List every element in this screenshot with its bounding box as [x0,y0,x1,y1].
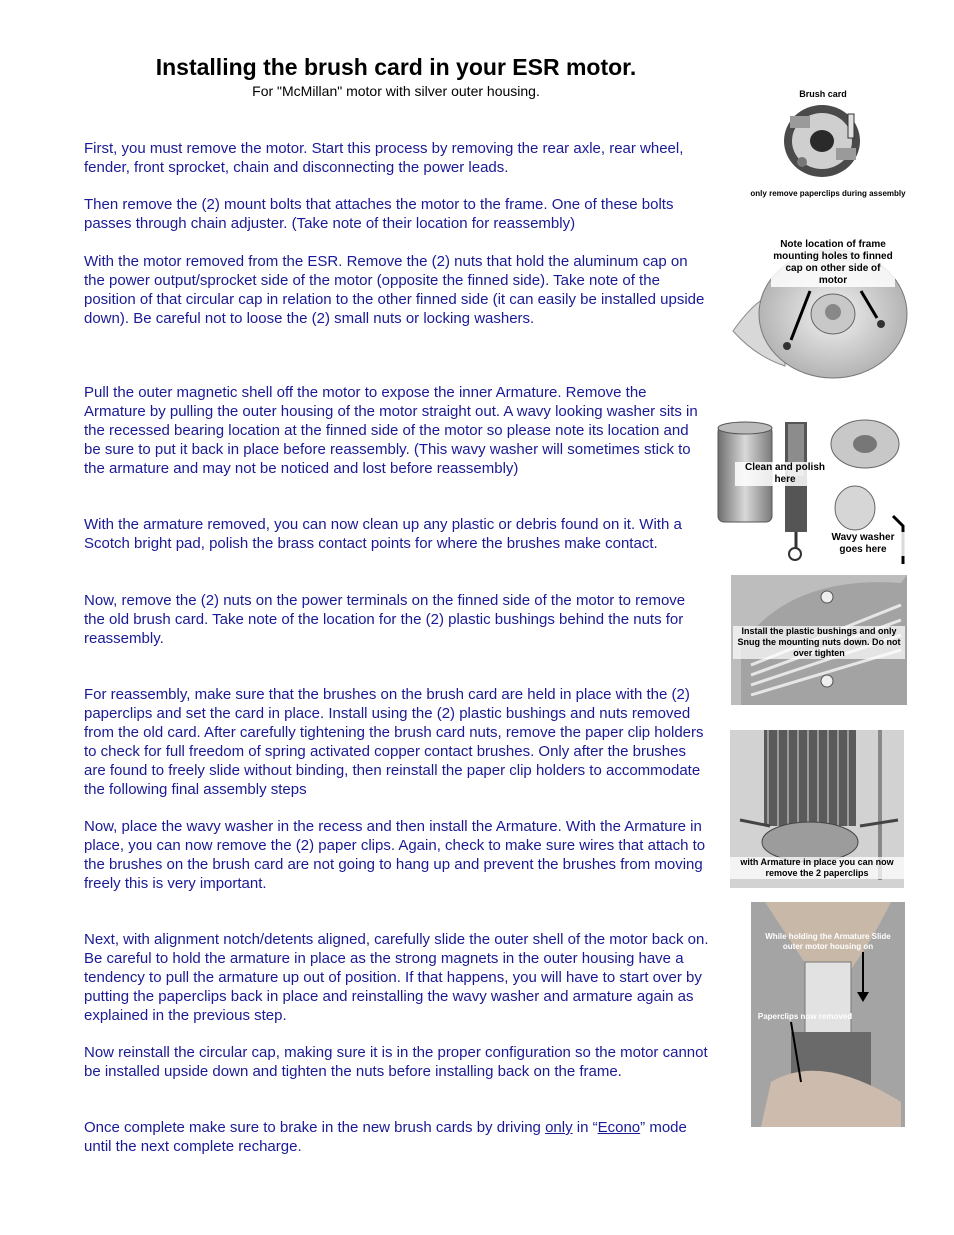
bushings-caption: Install the plastic bushings and only Snug the mounting nuts down. Do not over tighten [733,626,905,659]
brush-card-label: Brush card [799,89,847,99]
brush-card-illustration [738,86,918,202]
armature-washer-label: Wavy washer goes here [821,532,905,556]
final-text-pre: Once complete make sure to brake in the new brush cards by driving [84,1119,546,1136]
paragraph-clean-armature: With the armature removed, you can now clean up any plastic or debris found on it. With a Scotch bright pad, polish the brass contact points for where the brushes make contact. [84,516,682,552]
housing-caption-top: While holding the Armature Slide outer motor housing on [765,932,891,951]
housing-caption-mid: Paperclips now removed [757,1012,853,1021]
paragraph-mount-bolts: Then remove the (2) mount bolts that attaches the motor to the frame. One of these bolts passes through chain adjuster. (Take note of their location for reassembly) [84,196,674,232]
page-title: Installing the brush card in your ESR motor. [155,54,637,80]
paragraph-reinstall-cap: Now reinstall the circular cap, making sure it is in the proper configuration so the motor cannot be installed upside down and tighten the nuts before installing back on the frame. [84,1044,708,1080]
paragraph-outer-shell: Pull the outer magnetic shell off the motor to expose the inner Armature. Remove the Armature by pulling the outer housing of the motor straight out. A wavy looking washer sits in the recessed bearing location at the finned side of the motor so please note its location and be sure to put it back in place before reassembly. (This wavy washer will sometimes stick to the armature and may not be noticed and lost before reassembly) [84,384,698,477]
paragraph-reassembly: For reassembly, make sure that the brushes on the brush card are held in place with the (2) paperclips and set the card in place. Install using the (2) plastic bushings and nuts removed from the old card. After carefully tightening the brush card nuts, remove the paper clip holders to check for full freedom of spring activated copper contact brushes. Only after the brushes are found to freely slide without binding, then reinstall the paper clip holders to accommodate the following final assembly steps [84,686,704,798]
final-text-mid: in “ [572,1119,598,1136]
figure-cap [725,236,911,382]
paragraph-install-armature: Now, place the wavy washer in the recess and then install the Armature. With the Armature in place, you can now remove the (2) paper clips. Again, check to make sure wires that attach to the brushes on the brush card are not going to hang up and prevent the brushes from moving freely this is very important. [84,818,706,892]
paragraph-final [84,1118,709,1156]
figure-housing [751,902,905,1127]
final-text-post: ” mode until the next complete recharge. [84,1119,687,1155]
paragraph-remove-cap: With the motor removed from the ESR. Remove the (2) nuts that hold the aluminum cap on the power output/sprocket side of the motor (opposite the finned side). Take note of the position of that circular cap in relation to the other finned side (it can easily be installed upside down). Be careful not to loose the (2) small nuts or locking washers. [84,253,705,327]
paragraph-remove-motor: First, you must remove the motor. Start this process by removing the rear axle, rear wheel, fender, front sprocket, chain and disconnecting the power leads. [84,140,684,176]
figure-armature [715,416,911,566]
paragraph-outer-shell-on: Next, with alignment notch/detents aligned, carefully slide the outer shell of the motor back on. Be careful to hold the armature in place as the strong magnets in the outer housing have a tendency to pull the armature up out of position. If that happens, you will have to start over by putting the paperclips back in place and reinstalling the wavy washer and armature again as explained in the previous step. [84,931,709,1024]
figure-bushings [731,575,907,705]
page-subtitle: For "McMillan" motor with silver outer housing. [252,83,540,99]
paragraph-remove-brush-card: Now, remove the (2) nuts on the power terminals on the finned side of the motor to remove the old brush card. Take note of the location for the (2) plastic bushings behind the nuts for reassembly. [84,592,686,647]
final-only-underlined: only [545,1119,573,1136]
figure-paperclips [730,730,904,888]
figure-brush-card [738,86,918,202]
final-econo-underlined: Econo [597,1119,641,1136]
paperclips-caption: with Armature in place you can now remove the 2 paperclips [730,857,904,879]
cap-caption: Note location of frame mounting holes to finned cap on other side of motor [771,239,895,287]
brush-card-caption: only remove paperclips during assembly [750,189,906,198]
armature-clean-label: Clean and polish here [735,462,835,486]
